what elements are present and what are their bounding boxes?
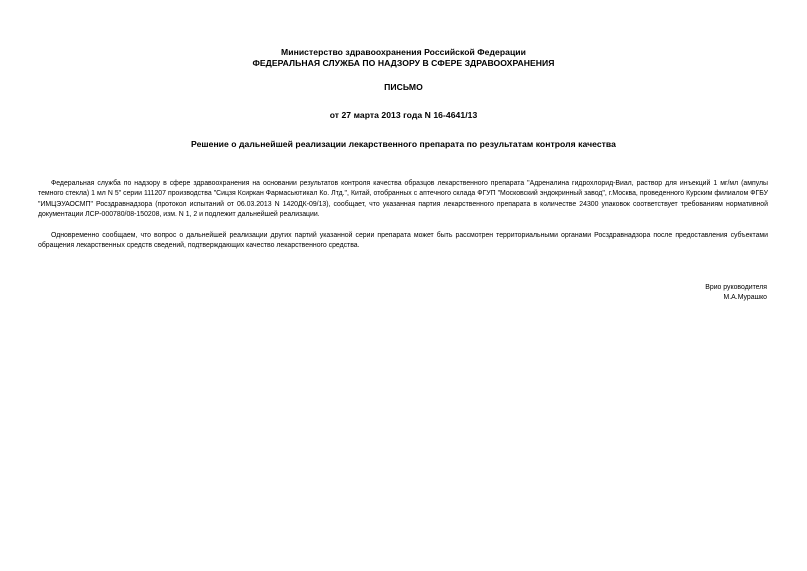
service-name: ФЕДЕРАЛЬНАЯ СЛУЖБА ПО НАДЗОРУ В СФЕРЕ ЗДРАВООХРАНЕНИЯ (252, 58, 555, 68)
document-date-number: от 27 марта 2013 года N 16-4641/13 (329, 110, 478, 120)
signatory-name: М.А.Мурашко (723, 294, 767, 302)
ministry-name: Министерство здравоохранения Российской Федерации (281, 47, 526, 57)
body-paragraph-2: Одновременно сообщаем, что вопрос о дальнейшей реализации других партий указанной серии препарата может быть рассмотрен территориальными органами Росздравнадзора после предоставления субъектами обращения лекарственных средств сведений, подтверждающих качество лекарственного средства. (38, 232, 768, 250)
signature-block (705, 283, 767, 304)
document-type: ПИСЬМО (384, 82, 423, 92)
body-paragraph-1: Федеральная служба по надзору в сфере здравоохранения на основании результатов контроля качества образцов лекарственного препарата "Адреналина гидрохлорид-Виал, раствор для инъекций 1 мг/мл (ампулы темного стекла) 1 мл N 5" серии 111207 производства "Сицзя Ксиркан Фармасьютикал Ко. Лтд.", Китай, отобранных с аптечного склада ФГУП "Московский эндокринный завод", г.Москва, проведенного Курским филиалом ФГБУ "ИМЦЭУАОСМП" Росздравнадзора (протокол испытаний от 06.03.2013 N 1420ДК-09/13), сообщает, что указанная партия лекарственного препарата в количестве 24300 упаковок соответствует требованиям нормативной документации ЛСР-000780/08-150208, изм. N 1, 2 и подлежит дальнейшей реализации. (38, 180, 768, 219)
document-subject: Решение о дальнейшей реализации лекарственного препарата по результатам контроля качества (191, 139, 616, 149)
signatory-position: Врио руководителя (705, 284, 767, 291)
